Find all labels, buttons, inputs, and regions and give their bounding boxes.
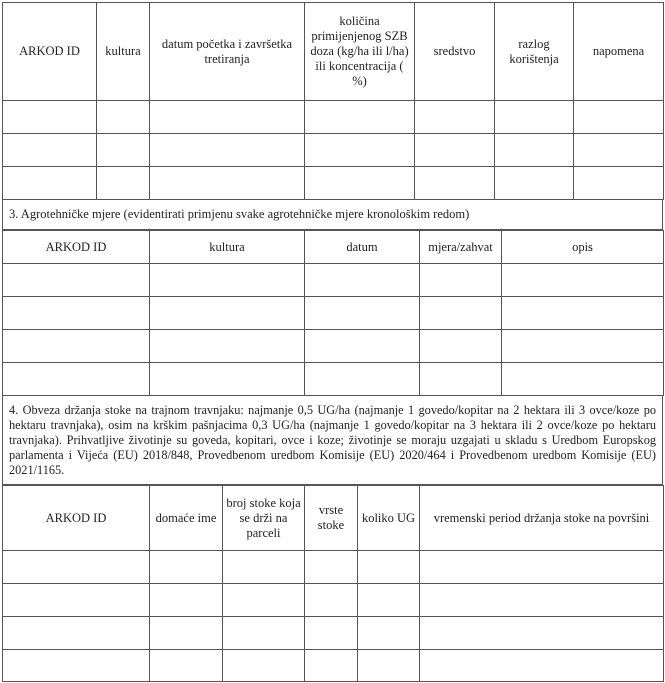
cell[interactable] bbox=[150, 264, 305, 297]
col-header: koliko UG bbox=[358, 486, 420, 551]
cell[interactable] bbox=[223, 551, 305, 584]
table-row bbox=[3, 363, 664, 396]
cell[interactable] bbox=[358, 650, 420, 682]
cell[interactable] bbox=[305, 650, 358, 682]
cell[interactable] bbox=[97, 101, 150, 134]
col-header: ARKOD ID bbox=[3, 3, 97, 101]
cell[interactable] bbox=[305, 297, 420, 330]
cell[interactable] bbox=[150, 297, 305, 330]
cell[interactable] bbox=[305, 330, 420, 363]
livestock-table bbox=[2, 485, 664, 682]
cell[interactable] bbox=[415, 167, 495, 200]
cell[interactable] bbox=[574, 134, 664, 167]
cell[interactable] bbox=[420, 551, 664, 584]
table-row bbox=[3, 650, 664, 682]
cell[interactable] bbox=[502, 297, 664, 330]
agrotechnical-table bbox=[2, 230, 664, 396]
cell[interactable] bbox=[305, 551, 358, 584]
col-header: ARKOD ID bbox=[3, 486, 150, 551]
cell[interactable] bbox=[150, 167, 305, 200]
cell[interactable] bbox=[495, 134, 574, 167]
col-header: kultura bbox=[97, 3, 150, 101]
col-header: razlog korištenja bbox=[495, 3, 574, 101]
table-row bbox=[3, 617, 664, 650]
cell[interactable] bbox=[574, 101, 664, 134]
cell[interactable] bbox=[3, 584, 150, 617]
col-header: broj stoke koja se drži na parceli bbox=[223, 486, 305, 551]
cell[interactable] bbox=[358, 617, 420, 650]
cell[interactable] bbox=[502, 330, 664, 363]
cell[interactable] bbox=[3, 617, 150, 650]
cell[interactable] bbox=[223, 584, 305, 617]
col-header: sredstvo bbox=[415, 3, 495, 101]
treatment-table bbox=[2, 2, 664, 200]
cell[interactable] bbox=[3, 650, 150, 682]
cell[interactable] bbox=[502, 363, 664, 396]
col-header: datum bbox=[305, 231, 420, 264]
col-header: kultura bbox=[150, 231, 305, 264]
cell[interactable] bbox=[420, 617, 664, 650]
cell[interactable] bbox=[150, 101, 305, 134]
cell[interactable] bbox=[420, 297, 502, 330]
col-header: domaće ime bbox=[150, 486, 223, 551]
cell[interactable] bbox=[415, 101, 495, 134]
cell[interactable] bbox=[150, 363, 305, 396]
cell[interactable] bbox=[305, 363, 420, 396]
col-header: količina primijenjenog SZB doza (kg/ha ili l/ha) ili koncentracija ( %) bbox=[305, 3, 415, 101]
table-row bbox=[3, 551, 664, 584]
cell[interactable] bbox=[223, 650, 305, 682]
table-row bbox=[3, 264, 664, 297]
cell[interactable] bbox=[3, 167, 97, 200]
col-header: datum početka i završetka tretiranja bbox=[150, 3, 305, 101]
cell[interactable] bbox=[502, 264, 664, 297]
col-header: vremenski period držanja stoke na površini bbox=[420, 486, 664, 551]
cell[interactable] bbox=[305, 584, 358, 617]
section-3-title: 3. Agrotehničke mjere (evidentirati primjenu svake agrotehničke mjere kronološkim redom) bbox=[2, 199, 663, 230]
cell[interactable] bbox=[3, 363, 150, 396]
table-row bbox=[3, 101, 664, 134]
table-row bbox=[3, 297, 664, 330]
cell[interactable] bbox=[3, 297, 150, 330]
cell[interactable] bbox=[415, 134, 495, 167]
section-4-title: 4. Obveza držanja stoke na trajnom travnjaku: najmanje 0,5 UG/ha (najmanje 1 govedo/kopitar na 2 hektara ili 3 ovce/koze po hektaru travnjaka), osim na krškim pašnjacima 0,3 UG/ha (najmanje 1 govedo/kopitar na 3 hektara ili 2 ovce/koze po hektaru travnjaka). Prihvatljive životinje su goveda, kopitari, ovce i koze; životinje se moraju uzgajati u skladu s Uredbom Europskog parlamenta i Vijeća (EU) 2018/848, Provedbenom uredbom Komisije (EU) 2020/464 i Provedbenom uredbom Komisije (EU) 2021/1165. bbox=[2, 395, 663, 485]
cell[interactable] bbox=[358, 584, 420, 617]
table-row bbox=[3, 134, 664, 167]
cell[interactable] bbox=[150, 134, 305, 167]
cell[interactable] bbox=[97, 134, 150, 167]
cell[interactable] bbox=[305, 101, 415, 134]
cell[interactable] bbox=[223, 617, 305, 650]
col-header: opis bbox=[502, 231, 664, 264]
cell[interactable] bbox=[150, 650, 223, 682]
cell[interactable] bbox=[150, 584, 223, 617]
cell[interactable] bbox=[420, 363, 502, 396]
cell[interactable] bbox=[305, 264, 420, 297]
cell[interactable] bbox=[574, 167, 664, 200]
cell[interactable] bbox=[3, 551, 150, 584]
cell[interactable] bbox=[305, 617, 358, 650]
table-row bbox=[3, 584, 664, 617]
cell[interactable] bbox=[3, 101, 97, 134]
cell[interactable] bbox=[495, 101, 574, 134]
cell[interactable] bbox=[305, 167, 415, 200]
cell[interactable] bbox=[97, 167, 150, 200]
cell[interactable] bbox=[305, 134, 415, 167]
col-header: ARKOD ID bbox=[3, 231, 150, 264]
cell[interactable] bbox=[3, 134, 97, 167]
cell[interactable] bbox=[3, 264, 150, 297]
cell[interactable] bbox=[150, 551, 223, 584]
cell[interactable] bbox=[150, 617, 223, 650]
col-header: napomena bbox=[574, 3, 664, 101]
cell[interactable] bbox=[3, 330, 150, 363]
table-row bbox=[3, 330, 664, 363]
table-row bbox=[3, 167, 664, 200]
cell[interactable] bbox=[150, 330, 305, 363]
cell[interactable] bbox=[420, 584, 664, 617]
cell[interactable] bbox=[420, 650, 664, 682]
cell[interactable] bbox=[358, 551, 420, 584]
col-header: vrste stoke bbox=[305, 486, 358, 551]
cell[interactable] bbox=[420, 330, 502, 363]
cell[interactable] bbox=[420, 264, 502, 297]
col-header: mjera/zahvat bbox=[420, 231, 502, 264]
cell[interactable] bbox=[495, 167, 574, 200]
